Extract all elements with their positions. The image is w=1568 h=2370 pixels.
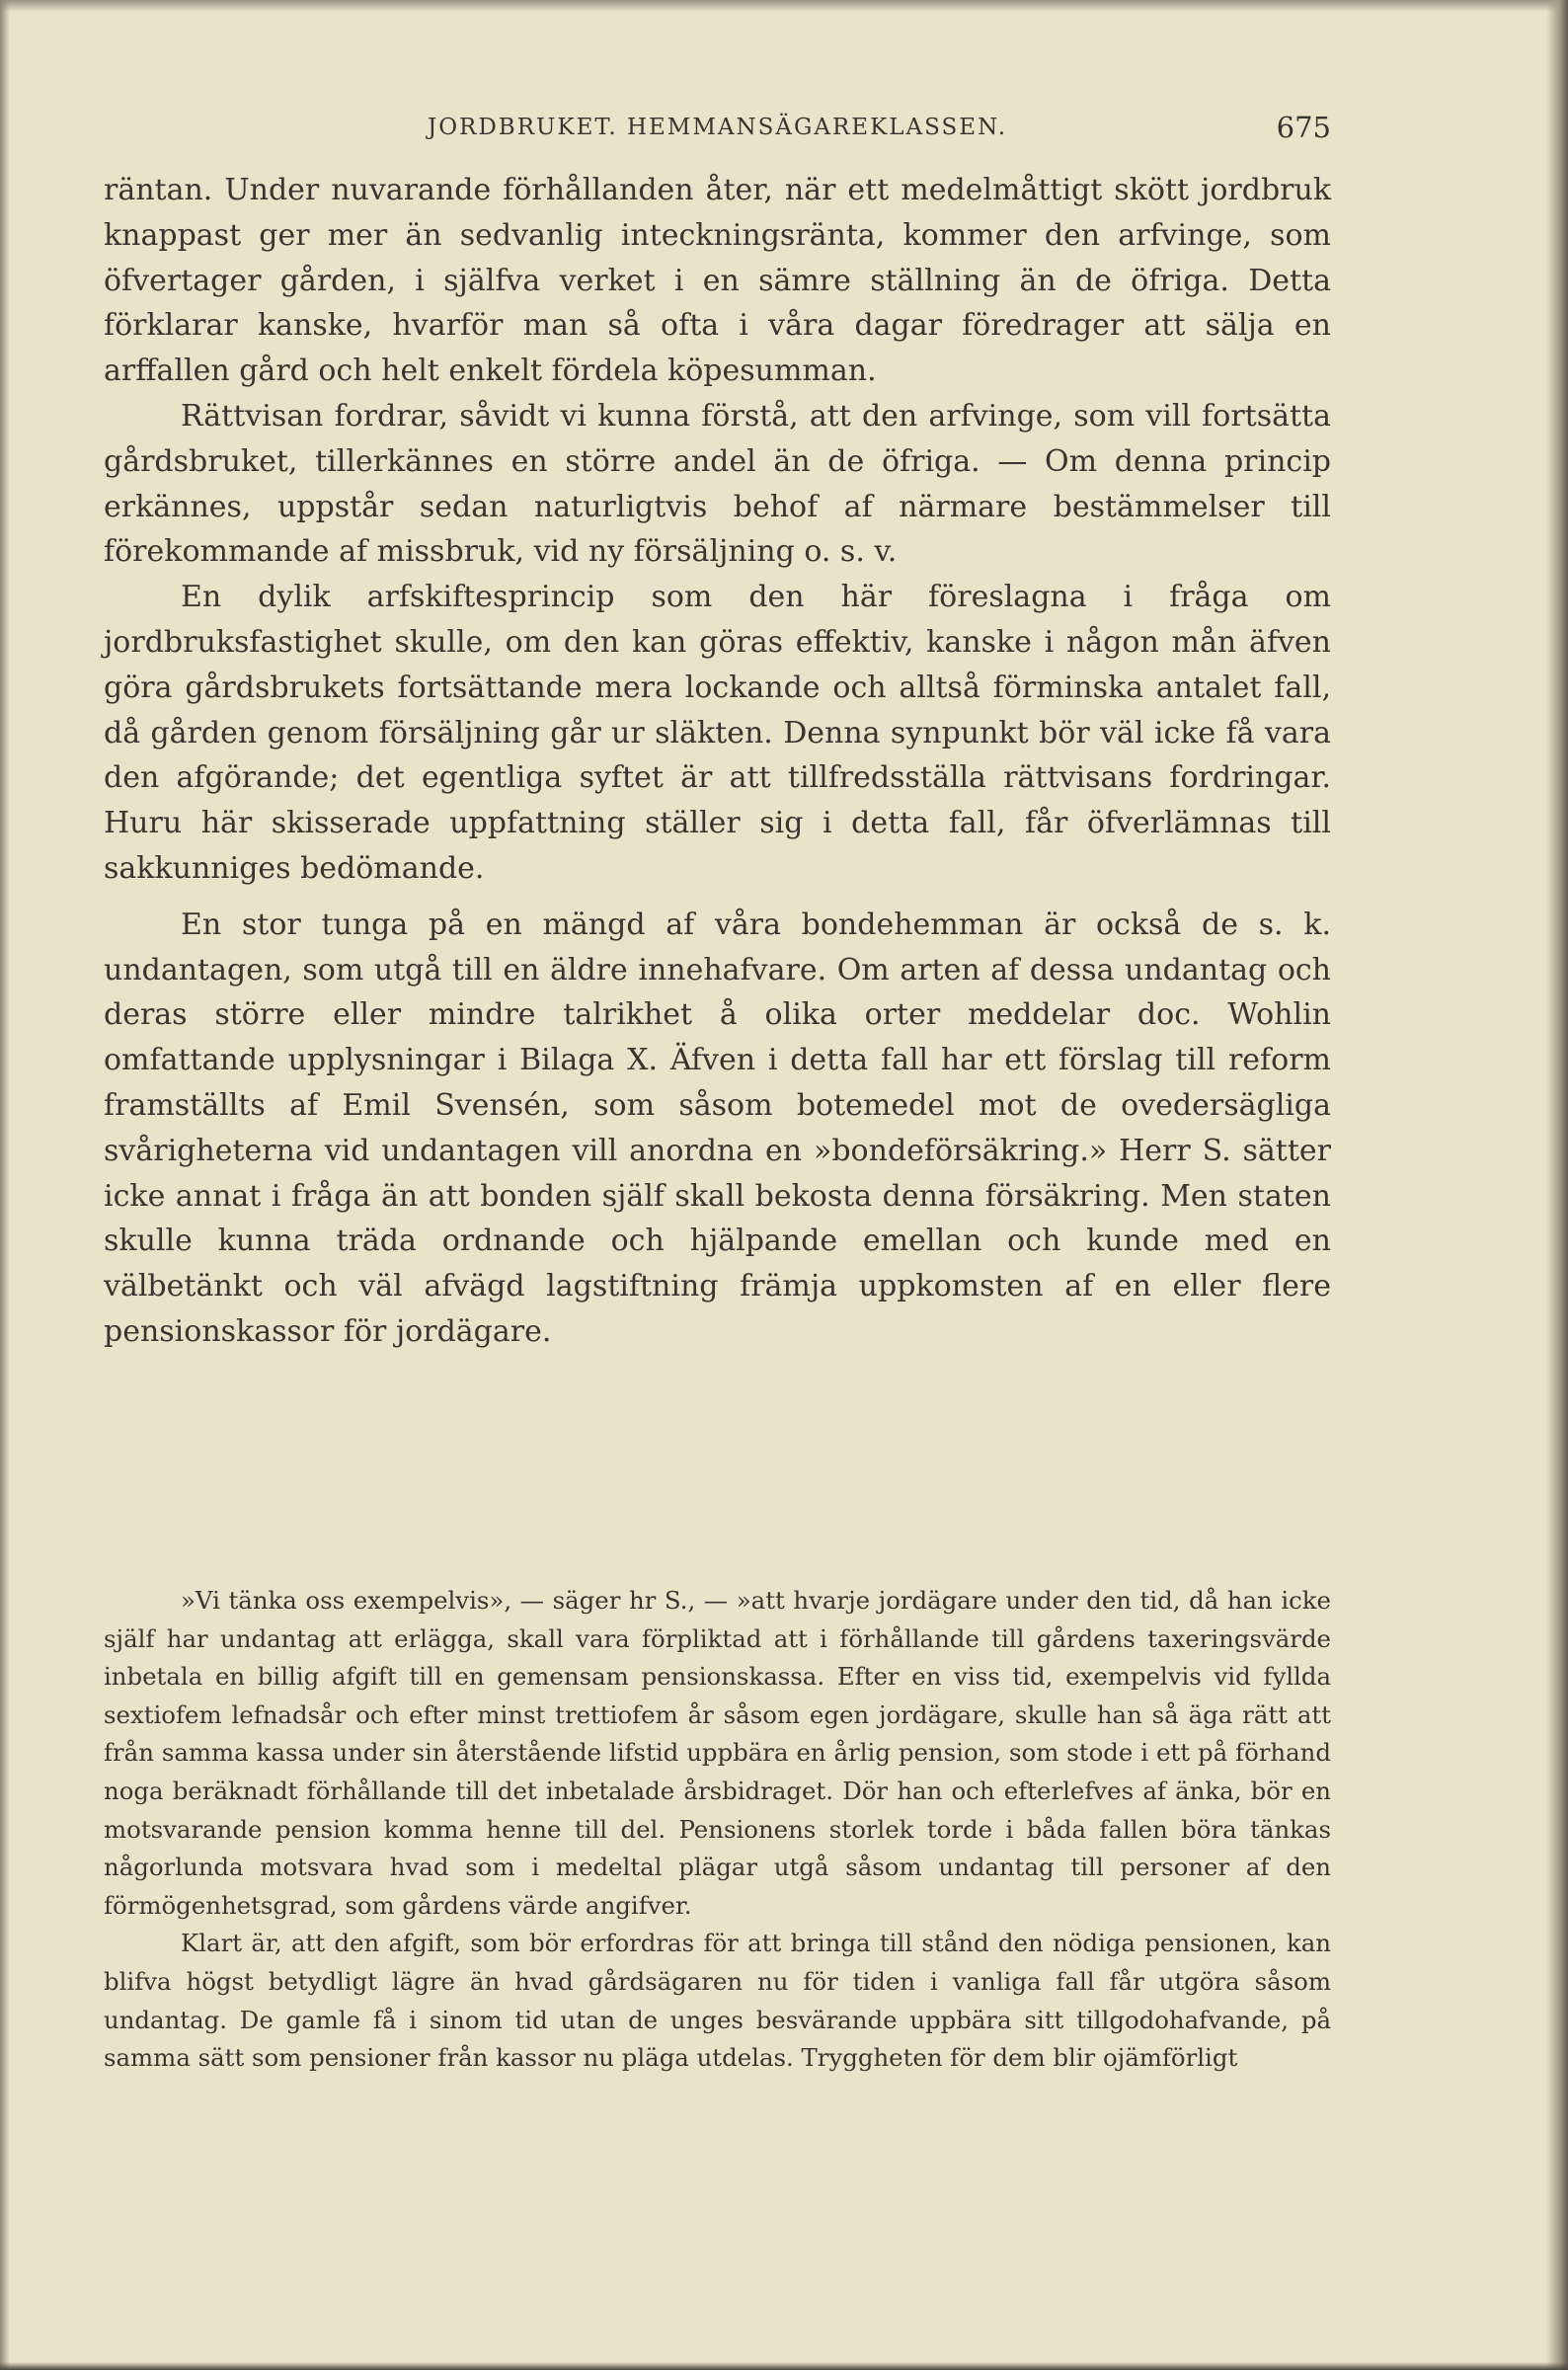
paragraph-2: Rättvisan fordrar, såvidt vi kunna förstå, att den arfvinge, som vill fortsätta gårdsbruket, tillerkännes en större andel än de öfriga. — Om denna princip erkännes, uppstår sedan naturligtvis behof af närmare bestämmelser till förekommande af missbruk, vid ny försäljning o. s. v. (104, 398, 1331, 570)
scan-edge-right (1546, 0, 1568, 2370)
page-number: 675 (1276, 111, 1331, 144)
paragraph-4: En stor tunga på en mängd af våra bondehemman är också de s. k. undantagen, som utgå till en äldre innehafvare. Om arten af dessa undantag och deras större eller mindre talrikhet å olika orter meddelar doc. Wohlin omfattande upplysningar i Bilaga X. Äfven i detta fall har ett förslag till reform framställts af Emil Svensén, som såsom botemedel mot de ovedersägliga svårigheterna vid undantagen vill anordna en »bondeförsäkring.» Herr S. sätter icke annat i fråga än att bonden själf skall bekosta denna försäkring. Men staten skulle kunna träda ordnande och hjälpande emellan och kunde med en välbetänkt och väl afvägd lagstiftning främja uppkomsten af en eller flere pensionskassor för jordägare. (104, 907, 1331, 1349)
scan-edge-top (0, 0, 1568, 12)
quote-paragraph-1: »Vi tänka oss exempelvis», — säger hr S., — »att hvarje jordägare under den tid, då han icke själf har undantag att erlägga, skall vara förpliktad att i förhållande till gårdens taxeringsvärde inbetala en billig afgift till en gemensam pensionskassa. Efter en viss tid, exempelvis vid fyllda sextiofem lefnadsår och efter minst trettiofem år såsom egen jordägare, skulle han så äga rätt att från samma kassa under sin återstående lifstid uppbära en årlig pension, som stode i ett på förhand noga beräknadt förhållande till det inbetalade årsbidraget. Dör han och efterlefves af änka, bör en motsvarande pension komma henne till del. Pensionens storlek torde i båda fallen böra tänkas någorlunda motsvara hvad som i medeltal plägar utgå såsom undantag till personer af den förmögenhetsgrad, som gårdens värde angifver. (104, 1586, 1331, 1920)
quote-paragraph-2: Klart är, att den afgift, som bör erfordras för att bringa till stånd den nödiga pensionen, kan blifva högst betydligt lägre än hvad gårdsägaren nu för tiden i vanliga fall får utgöra såsom undantag. De gamle få i sinom tid utan de unges besvärande uppbära sitt tillgodohafvande, på samma sätt som pensioner från kassor nu pläga utdelas. Tryggheten för dem blir ojämförligt (104, 1929, 1331, 2073)
running-title: JORDBRUKET. HEMMANSÄGAREKLASSEN. (427, 115, 1008, 140)
block-quote (104, 1582, 1331, 2078)
paragraph-3: En dylik arfskiftesprincip som den här föreslagna i fråga om jordbruksfastighet skulle, om den kan göras effektiv, kanske i någon mån äfven göra gårdsbrukets fortsättande mera lockande och alltså förminska antalet fall, då gården genom försäljning går ur släkten. Denna synpunkt bör väl icke få vara den afgörande; det egentliga syftet är att tillfredsställa rättvisans fordringar. Huru här skisserade uppfattning ställer sig i detta fall, får öfverlämnas till sakkunniges bedömande. (104, 580, 1331, 886)
paragraph-1: räntan. Under nuvarande förhållanden åter, när ett medelmåttigt skött jordbruk knappast ger mer än sedvanlig inteckningsränta, kommer den arfvinge, som öfvertager gården, i själfva verket i en sämre ställning än de öfriga. Detta förklarar kanske, hvarför man så ofta i våra dagar föredrager att sälja en arffallen gård och helt enkelt fördela köpesumman. (104, 173, 1331, 389)
scan-edge-left (0, 0, 10, 2370)
scan-edge-bottom (0, 2362, 1568, 2370)
page-header (104, 111, 1331, 150)
main-text (104, 168, 1331, 1355)
